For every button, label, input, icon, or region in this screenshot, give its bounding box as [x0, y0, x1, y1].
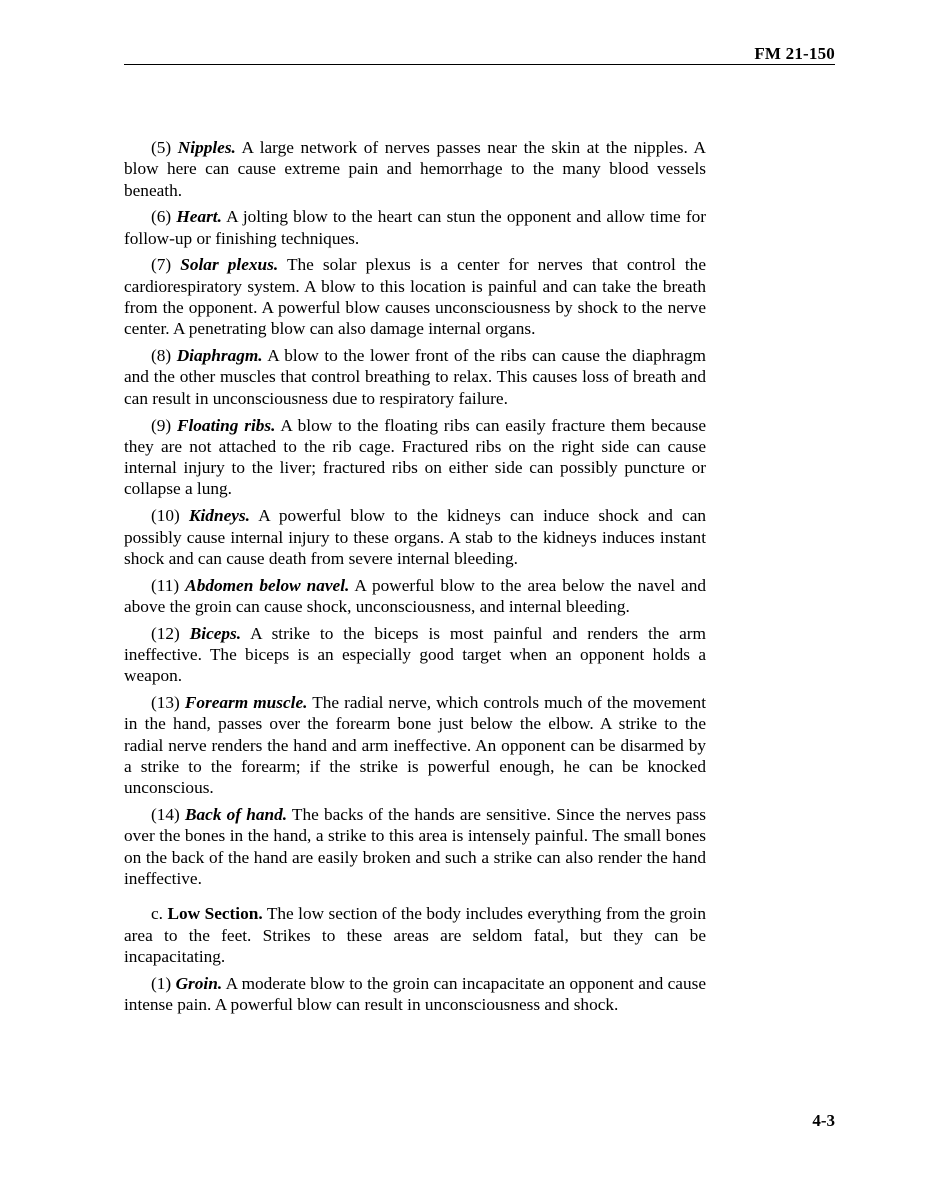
page-body — [124, 137, 706, 1021]
paragraph-term: Back of hand. — [184, 805, 288, 825]
paragraph-text: A moderate blow to the groin can incapacitate an opponent and cause intense pain. A powerful blow can result in unconsciousness and shock. — [124, 973, 706, 1014]
paragraph-number: (10) — [151, 506, 180, 526]
paragraph-text: The backs of the hands are sensitive. Since the nerves pass over the bones in the hand, a strike to this area is intensely painful. The small bones on the back of the hand are easily broken and such a strike can also render the hand ineffective. — [124, 805, 706, 888]
paragraph-number: (12) — [151, 623, 180, 643]
section-low-section — [124, 903, 706, 967]
paragraph-text: A powerful blow to the area below the navel and above the groin can cause shock, unconsciousness, and internal bleeding. — [124, 575, 706, 616]
section-heading: Low Section. — [167, 904, 263, 924]
paragraph-number: (9) — [151, 415, 172, 435]
paragraph-term: Floating ribs. — [176, 415, 276, 435]
paragraph-term: Solar plexus. — [180, 255, 279, 275]
page-number: 4-3 — [812, 1111, 835, 1130]
paragraph-text: A large network of nerves passes near the skin at the nipples. A blow here can cause extreme pain and hemorrhage to the many blood vessels beneath. — [124, 138, 706, 200]
paragraph-text: The solar plexus is a center for nerves that control the cardiorespiratory system. A blow to this location is painful and can take the breath from the opponent. A powerful blow causes unconsciousness by shock to the nerve center. A penetrating blow can also damage internal organs. — [124, 255, 706, 339]
paragraph-term: Abdomen below navel. — [185, 575, 350, 595]
paragraph-text: A strike to the biceps is most painful and renders the arm ineffective. The biceps is an especially good target when an opponent holds a weapon. — [124, 623, 706, 686]
paragraph-text: The radial nerve, which controls much of the movement in the hand, passes over the forearm bone just below the elbow. A strike to the radial nerve renders the hand and arm ineffective. An opponent can be disarmed by a strike to the forearm; if the strike is powerful enough, he can be knocked unconscious. — [124, 693, 706, 798]
paragraph-biceps — [124, 623, 706, 687]
paragraph-term: Diaphragm. — [176, 346, 263, 366]
section-text: The low section of the body includes everything from the groin area to the feet. Strikes to these areas are seldom fatal, but they can be incapacitating. — [124, 904, 706, 966]
paragraph-diaphragm — [124, 345, 706, 409]
paragraph-heart — [124, 206, 706, 249]
paragraph-term: Nipples. — [177, 138, 236, 157]
paragraph-number: (11) — [151, 575, 180, 595]
paragraph-number: (14) — [151, 805, 180, 825]
paragraph-term: Heart. — [176, 207, 222, 227]
paragraph-text: A jolting blow to the heart can stun the opponent and allow time for follow-up or finishing techniques. — [124, 207, 706, 248]
paragraph-number: (7) — [151, 255, 172, 275]
paragraph-text: A blow to the lower front of the ribs can cause the diaphragm and the other muscles that control breathing to relax. This causes loss of breath and can result in unconsciousness due to respiratory failure. — [124, 346, 706, 408]
paragraph-number: (8) — [151, 346, 172, 366]
header-rule — [124, 64, 835, 65]
paragraph-text: A powerful blow to the kidneys can induce shock and can possibly cause internal injury to these organs. A stab to the kidneys induces instant shock and can cause death from severe internal bleeding. — [124, 506, 706, 568]
paragraph-text: A blow to the floating ribs can easily fracture them because they are not attached to the rib cage. Fractured ribs on the right side can cause internal injury to the liver; fractured ribs on either side can possibly puncture or collapse a lung. — [124, 415, 706, 499]
paragraph-term: Biceps. — [189, 623, 242, 643]
paragraph-abdomen — [124, 575, 706, 618]
document-id: FM 21-150 — [754, 44, 835, 63]
paragraph-forearm-muscle — [124, 692, 706, 798]
paragraph-nipples — [124, 137, 706, 201]
paragraph-term: Groin. — [175, 973, 223, 993]
paragraph-groin — [124, 973, 706, 1016]
paragraph-number: (5) — [151, 138, 172, 157]
paragraph-number: (1) — [151, 973, 172, 993]
paragraph-number: (6) — [151, 207, 172, 227]
paragraph-back-of-hand — [124, 804, 706, 889]
paragraph-solar-plexus — [124, 254, 706, 339]
paragraph-floating-ribs — [124, 415, 706, 500]
paragraph-number: (13) — [151, 693, 180, 713]
paragraph-kidneys — [124, 505, 706, 569]
paragraph-term: Forearm muscle. — [184, 693, 308, 713]
paragraph-term: Kidneys. — [188, 506, 250, 526]
section-letter: c. — [151, 904, 163, 924]
